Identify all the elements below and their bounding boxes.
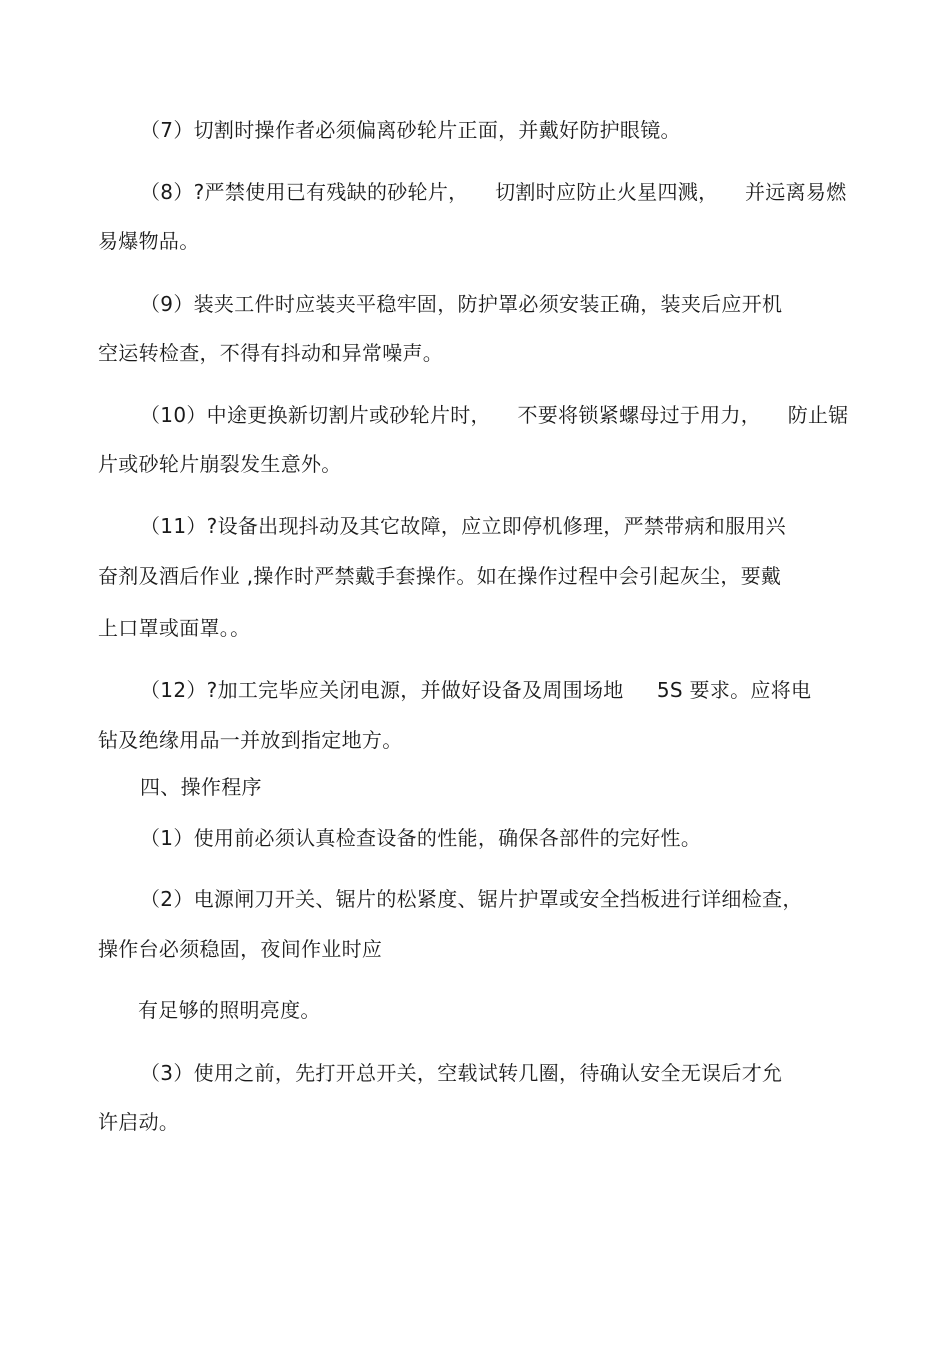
- item-10-line-1: （10）中途更换新切割片或砂轮片时， 不要将锁紧螺母过于用力， 防止锯: [140, 403, 849, 427]
- item-7-line-1: （7）切割时操作者必须偏离砂轮片正面，并戴好防护眼镜。: [140, 118, 681, 142]
- item-11-line-2: 奋剂及酒后作业 ,操作时严禁戴手套操作。如在操作过程中会引起灰尘，要戴: [98, 564, 782, 588]
- item-11-line-1: （11）?设备出现抖动及其它故障，应立即停机修理，严禁带病和服用兴: [140, 514, 786, 538]
- step-2-line-2: 操作台必须稳固，夜间作业时应: [98, 937, 383, 961]
- step-3-line-2: 许启动。: [98, 1110, 180, 1134]
- section-heading: 四、操作程序: [140, 775, 262, 799]
- item-12-line-1: （12）?加工完毕应关闭电源，并做好设备及周围场地 5S 要求。应将电: [140, 678, 812, 702]
- item-8-line-2: 易爆物品。: [98, 229, 200, 253]
- item-9-line-1: （9）装夹工件时应装夹平稳牢固，防护罩必须安装正确，装夹后应开机: [140, 292, 783, 316]
- step-2-line-3: 有足够的照明亮度。: [138, 998, 321, 1022]
- item-9-line-2: 空运转检查，不得有抖动和异常噪声。: [98, 341, 444, 365]
- step-3-line-1: （3）使用之前，先打开总开关，空载试转几圈，待确认安全无误后才允: [140, 1061, 783, 1085]
- item-11-line-3: 上口罩或面罩。。: [98, 616, 251, 640]
- item-10-line-2: 片或砂轮片崩裂发生意外。: [98, 452, 342, 476]
- item-8-line-1: （8）?严禁使用已有残缺的砂轮片， 切割时应防止火星四溅， 并远离易燃: [140, 180, 847, 204]
- item-12-line-2: 钻及绝缘用品一并放到指定地方。: [98, 728, 403, 752]
- step-1-line-1: （1）使用前必须认真检查设备的性能，确保各部件的完好性。: [140, 826, 702, 850]
- step-2-line-1: （2）电源闸刀开关、锯片的松紧度、锯片护罩或安全挡板进行详细检查，: [140, 887, 803, 911]
